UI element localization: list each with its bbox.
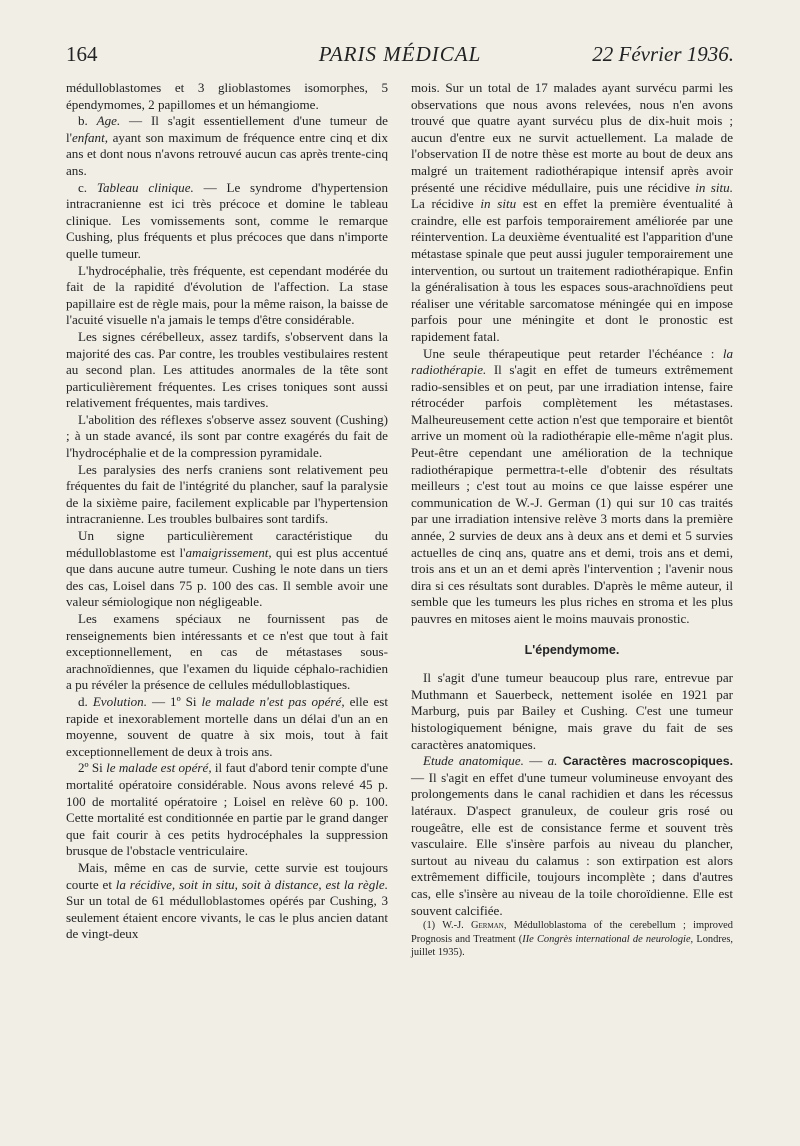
paragraph-tableau-clinique: c. Tableau clinique. — Le syndrome d'hypertension intracranienne est ici très précoce et domine le tableau clinique. Les vomissements sont, comme le remarque Cushing, plus fréquents et plus précoces que dans n'importe quelle tumeur. bbox=[66, 179, 388, 261]
page-number: 164 bbox=[66, 42, 98, 66]
section-title: L'épendymome. bbox=[524, 642, 620, 657]
left-column bbox=[66, 80, 388, 943]
paragraph: médulloblastomes et 3 glioblastomes isomorphes, 5 épendymomes, 2 papillomes et un hémangiome. bbox=[66, 80, 388, 112]
right-column bbox=[411, 80, 733, 960]
paragraph: Les examens spéciaux ne fournissent pas de renseignements bien intéressants et ce n'est que tout à fait exceptionnellement, en cas de métastases sous-arachnoïdiennes, que l'examen du liquide céphalo-rachidien a pu révéler la présence de cellules médulloblastiques. bbox=[66, 611, 388, 693]
paragraph: L'abolition des réflexes s'observe assez souvent (Cushing) ; à un stade avancé, ils sont par contre exagérés du fait de l'hydrocéphalie et de la compression pyramidale. bbox=[66, 411, 388, 461]
issue-date: 22 Février 1936. bbox=[592, 42, 734, 66]
paragraph: Une seule thérapeutique peut retarder l'échéance : la radiothérapie. Il s'agit en effet de tumeurs extrêmement radio-sensibles et on peut, par une irradiation intense, faire rétrocéder parfois complètement les métastases. Malheureusement cette action n'est que temporaire et bientôt arrive un moment où la radiothérapie elle-même n'agit plus. Peut-être cependant une amélioration de la technique radiothérapique permettra-t-elle d'obtenir des résultats meilleurs ; c'est tout au moins ce que laisse espérer une communication de W.-J. German (1) qui sur 10 cas traités par une irradiation intensive relève 3 morts dans la première année, 2 survies de deux ans à deux ans et demi et 5 survies actuelles de cinq ans, quatre ans et demi, trois ans et demi, trois ans et un an et demi après l'intervention ; l'avenir nous dira si ces résultats sont durables. D'après le même auteur, il semble que les tumeurs les plus riches en stroma et les plus pauvres en mitoses aient le moins mauvais pronostic. bbox=[411, 345, 733, 626]
paragraph-etude-anatomique: Etude anatomique. — a. Caractères macroscopiques. — Il s'agit en effet d'une tumeur volumineuse envoyant des prolongements dans le canal rachidien et dans les récessus latéraux. D'aspect granuleux, de couleur gris rosé ou rougeâtre, elle est de consistance ferme et souvent très vasculaire. Elle s'insère parfois au niveau du plancher, surtout au niveau du calamus : son extirpation est alors extrêmement difficile, toujours incomplète ; dans d'autres cas, elle s'insère au niveau de la toile choroïdienne. Elle est souvent calcifiée. bbox=[411, 753, 734, 918]
paragraph: 2º Si le malade est opéré, il faut d'abord tenir compte d'une mortalité opératoire considérable. Nous avons relevé 45 p. 100 de mortalité opératoire ; Loisel en relève 60 p. 100. Cette mortalité est conditionnée en partie par le grand danger que fait courir à ces petits hydrocéphales la suppression brusque de l'obstacle ventriculaire. bbox=[66, 760, 388, 859]
journal-title: PARIS MÉDICAL bbox=[318, 42, 482, 66]
paragraph: Les paralysies des nerfs craniens sont relativement peu fréquentes du fait de l'intégrité du plancher, sauf la paralysie de la sixième paire, facilement explicable par l'hypertension intracranienne. Les troubles bulbaires sont tardifs. bbox=[66, 461, 388, 527]
paragraph-evolution: d. Evolution. — 1º Si le malade n'est pas opéré, elle est rapide et inexorablement mortelle dans un délai d'un an en moyenne, souvent de quatre à six mois, tout à fait exceptionnellement de deux à trois ans. bbox=[66, 693, 389, 759]
running-head bbox=[66, 40, 734, 72]
paragraph: Il s'agit d'une tumeur beaucoup plus rare, entrevue par Muthmann et Sauerbeck, nettement isolée en 1921 par Marburg, puis par Bailey et Cushing. C'est une tumeur histologiquement bénigne, mais grave du fait de ses caractères anatomiques. bbox=[411, 670, 733, 752]
paragraph: Mais, même en cas de survie, cette survie est toujours courte et la récidive, soit in situ, soit à distance, est la règle. Sur un total de 61 médulloblastomes opérés par Cushing, 3 seulement étaient encore vivants, le cas le plus ancien datant de vingt-deux bbox=[66, 859, 388, 942]
footnote: (1) W.-J. German, Médulloblastoma of the cerebellum ; improved Prognosis and Treatment (IIe Congrès international de neurologie, Londres, juillet 1935). bbox=[411, 920, 734, 959]
paragraph: Les signes cérébelleux, assez tardifs, s'observent dans la majorité des cas. Par contre, les troubles vestibulaires restent au second plan. Les attitudes anormales de la tête sont particulièrement fréquentes. Les crises toniques sont aussi relativement fréquentes, mais tardives. bbox=[66, 328, 388, 411]
paragraph: Un signe particulièrement caractéristique du médulloblastome est l'amaigrissement, qui est plus accentué que dans aucune autre tumeur. Cushing le note dans un tiers des cas, Loisel dans 75 p. 100 des cas. Il semble avoir une valeur sémiologique non négligeable. bbox=[66, 528, 388, 610]
paragraph: mois. Sur un total de 17 malades ayant survécu parmi les observations que nous avons relevées, nous n'en avons trouvé que quatre ayant survécu plus de dix-huit mois ; aucun d'entre eux ne survit actuellement. La malade de l'observation II de notre thèse est morte au bout de deux ans malgré un traitement radiothérapique intensif après avoir présenté une récidive médullaire, puis une récidive in situ. La récidive in situ est en effet la première éventualité à craindre, elle est parfois temporairement améliorée par une réintervention. La deuxième éventualité est l'apparition d'une métastase spinale que peut aussi juguler temporairement une intervention, ou surtout un traitement radiothérapique. Enfin la généralisation à tous les espaces sous-arachnoïdiens peut réaliser une véritable sarcomatose méningée qui en impose parfois pour une méningite et dont le pronostic est rapidement fatal. bbox=[411, 80, 734, 344]
paragraph: L'hydrocéphalie, très fréquente, est cependant modérée du fait de la rapidité d'évolution de l'affection. La stase papillaire est de règle mais, pour la même raison, la baisse de l'acuité visuelle n'a jamais le temps d'être considérable. bbox=[66, 262, 388, 328]
paragraph-age: b. Age. — Il s'agit essentiellement d'une tumeur de l'enfant, ayant son maximum de fréquence entre cinq et dix ans et dont nous n'avons retrouvé aucun cas après trente-cinq ans. bbox=[66, 113, 388, 178]
